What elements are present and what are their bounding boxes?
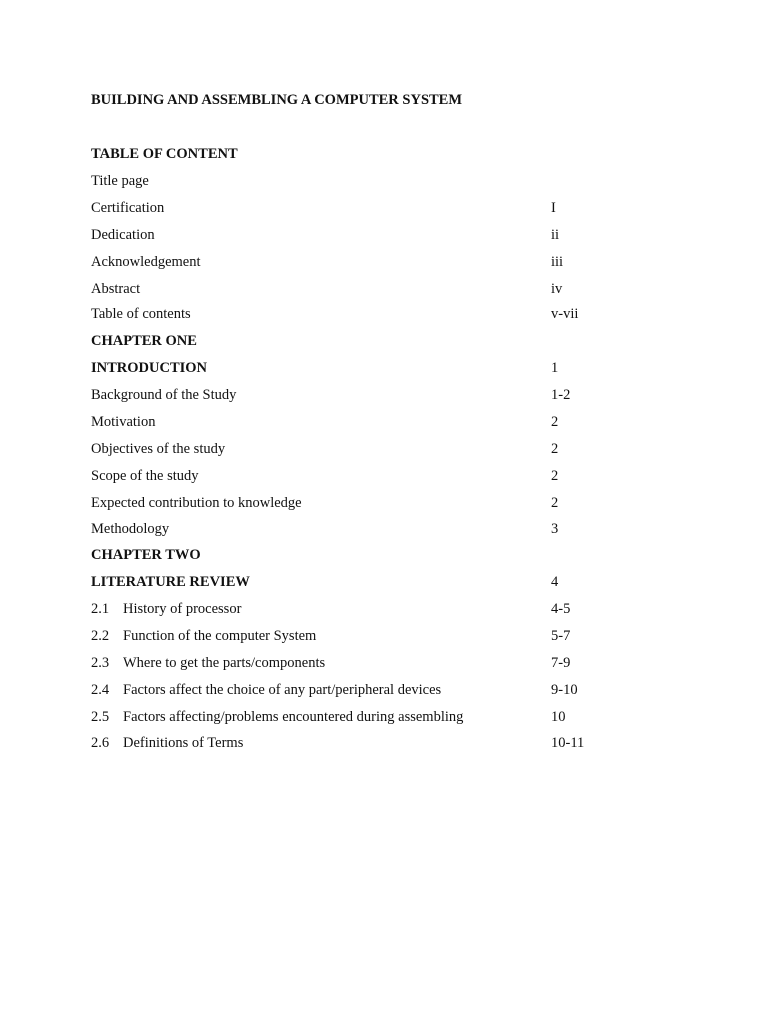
- toc-chapter-two: [91, 544, 691, 566]
- toc-entry-label: Methodology: [91, 521, 170, 537]
- toc-entry-abstract: [91, 278, 691, 300]
- toc-entry-page: 2: [551, 414, 559, 430]
- toc-entry-page: 2: [551, 468, 559, 484]
- toc-entry-page: 2: [551, 441, 559, 457]
- toc-entry-label: Expected contribution to knowledge: [91, 495, 302, 511]
- toc-entry-page: 3: [551, 521, 559, 537]
- toc-entry-motivation: [91, 411, 691, 433]
- toc-entry-page: 9-10: [551, 682, 578, 698]
- toc-entry-label: INTRODUCTION: [91, 360, 208, 376]
- toc-heading: [91, 143, 691, 165]
- toc-entry-label: Dedication: [91, 227, 155, 243]
- toc-entry-label: Definitions of Terms: [123, 735, 244, 751]
- document-title: [91, 89, 691, 111]
- toc-entry-objectives: [91, 438, 691, 460]
- toc-entry-dedication: [91, 224, 691, 246]
- toc-entry-2-6: [91, 732, 691, 754]
- toc-entry-page: iii: [551, 254, 564, 270]
- toc-entry-certification: [91, 197, 691, 219]
- toc-entry-2-5: [91, 706, 691, 728]
- toc-entry-label: Title page: [91, 173, 149, 189]
- toc-entry-page: 4: [551, 574, 559, 590]
- toc-entry-page: iv: [551, 281, 563, 297]
- toc-heading-text: TABLE OF CONTENT: [91, 146, 238, 162]
- toc-entry-label: Table of contents: [91, 306, 191, 322]
- toc-entry-label: Acknowledgement: [91, 254, 201, 270]
- toc-entry-background: [91, 384, 691, 406]
- toc-entry-label: Background of the Study: [91, 387, 237, 403]
- toc-entry-page: 2: [551, 495, 559, 511]
- toc-chapter-one: [91, 330, 691, 352]
- toc-entry-number: 2.5: [91, 709, 110, 725]
- toc-entry-literature-review: [91, 571, 691, 593]
- toc-entry-page: 10-11: [551, 735, 585, 751]
- document-title-text: BUILDING AND ASSEMBLING A COMPUTER SYSTEM: [91, 92, 463, 108]
- toc-chapter-label: CHAPTER ONE: [91, 333, 197, 349]
- toc-entry-expected-contribution: [91, 492, 691, 514]
- toc-entry-title-page: [91, 170, 691, 192]
- toc-entry-number: 2.1: [91, 601, 110, 617]
- toc-entry-number: 2.4: [91, 682, 110, 698]
- toc-entry-page: 1: [551, 360, 559, 376]
- toc-entry-page: ii: [551, 227, 560, 243]
- toc-entry-page: 1-2: [551, 387, 571, 403]
- toc-entry-label: Factors affect the choice of any part/peripheral devices: [123, 682, 442, 698]
- toc-entry-methodology: [91, 518, 691, 540]
- toc-entry-2-2: [91, 625, 691, 647]
- toc-entry-number: 2.6: [91, 735, 110, 751]
- toc-entry-label: LITERATURE REVIEW: [91, 574, 250, 590]
- toc-entry-page: 10: [551, 709, 566, 725]
- toc-entry-page: 4-5: [551, 601, 571, 617]
- toc-entry-number: 2.3: [91, 655, 110, 671]
- toc-entry-2-1: [91, 598, 691, 620]
- toc-entry-page: 5-7: [551, 628, 571, 644]
- toc-entry-label: Scope of the study: [91, 468, 199, 484]
- toc-chapter-label: CHAPTER TWO: [91, 547, 201, 563]
- toc-entry-page: 7-9: [551, 655, 571, 671]
- toc-entry-scope: [91, 465, 691, 487]
- toc-entry-table-of-contents: [91, 303, 691, 325]
- toc-entry-page: v-vii: [551, 306, 579, 322]
- toc-entry-label: Certification: [91, 200, 165, 216]
- toc-entry-2-4: [91, 679, 691, 701]
- toc-entry-acknowledgement: [91, 251, 691, 273]
- toc-entry-label: Function of the computer System: [123, 628, 317, 644]
- toc-entry-label: History of processor: [123, 601, 242, 617]
- toc-entry-label: Objectives of the study: [91, 441, 226, 457]
- toc-entry-number: 2.2: [91, 628, 110, 644]
- toc-entry-label: Factors affecting/problems encountered during assembling: [123, 709, 464, 725]
- toc-entry-introduction: [91, 357, 691, 379]
- toc-entry-2-3: [91, 652, 691, 674]
- toc-entry-label: Motivation: [91, 414, 156, 430]
- toc-entry-label: Abstract: [91, 281, 141, 297]
- toc-entry-label: Where to get the parts/components: [123, 655, 326, 671]
- toc-entry-page: I: [551, 200, 556, 216]
